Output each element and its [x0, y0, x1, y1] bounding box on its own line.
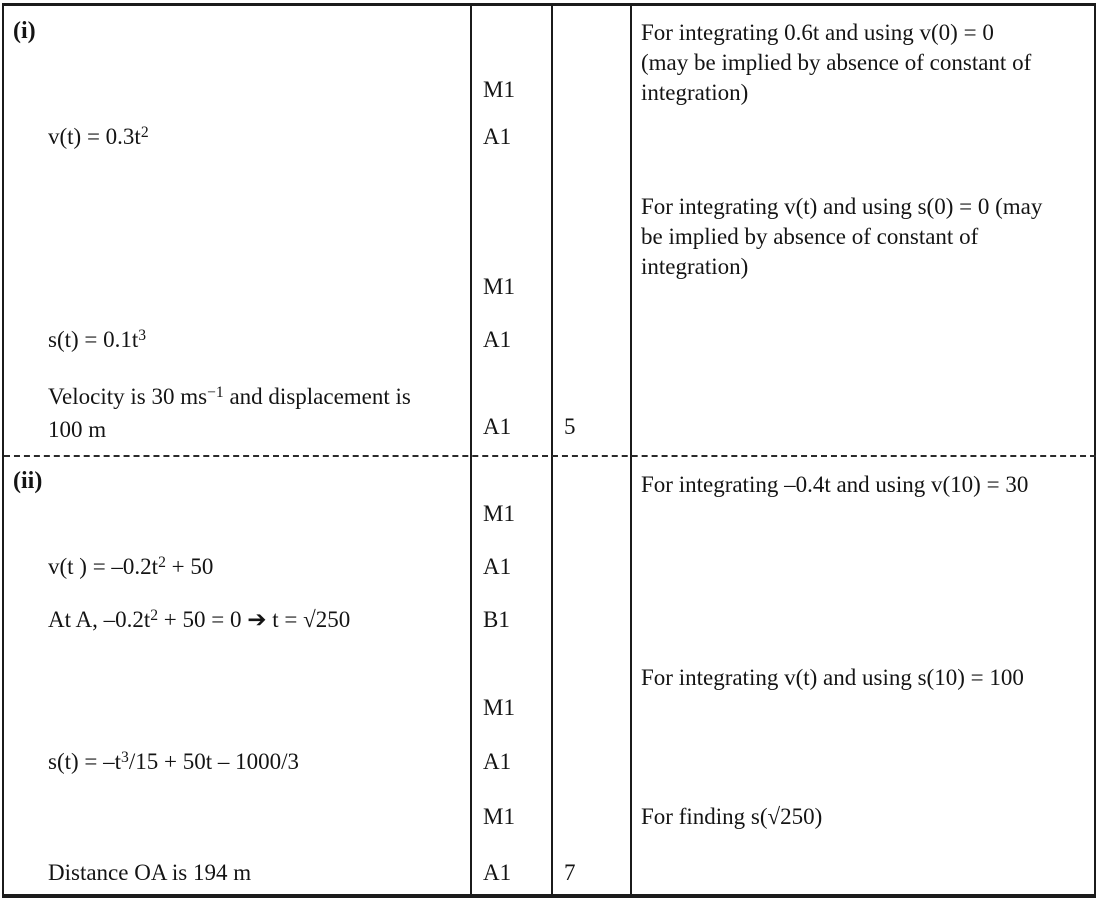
guidance-block: [641, 192, 1042, 282]
point-a-equation: At A, $-0.2t^2 + 50 = 0$ ➔ t = √250: [48, 607, 351, 633]
displacement-formula: $s(t) = -t^3/15 + 50t - 1000/3$: [48, 749, 299, 774]
mark-a1: A1: [483, 554, 512, 579]
velocity-formula: v(t ) = $-0.2t^2 + 50$: [48, 554, 214, 579]
part-ii-label: (ii): [13, 468, 43, 494]
conclusion-text: [48, 382, 411, 445]
guidance-line: For integrating v(t) and using s(10) = 100: [641, 665, 1024, 690]
mark-b1: B1: [483, 607, 510, 632]
conclusion-line: 100 m: [48, 417, 107, 442]
mark-m1: M1: [483, 77, 515, 102]
guidance-line: For integrating 0.6t and using v(0) = 0: [641, 20, 994, 45]
part-i-label: (i): [13, 18, 36, 44]
part-i-total-marks: 5: [564, 414, 576, 439]
conclusion-line: Velocity is 30 $ms^{-1}$ and displacement is: [48, 384, 411, 409]
guidance-line: For finding s(√250): [641, 804, 823, 829]
mark-a1: A1: [483, 124, 512, 149]
mark-m1: M1: [483, 695, 515, 720]
column-divider-guidance: [630, 5, 632, 896]
mark-a1: A1: [483, 860, 512, 885]
guidance-line: For integrating –0.4t and using v(10) = 30: [641, 472, 1029, 497]
mark-m1: M1: [483, 804, 515, 829]
mark-m1: M1: [483, 274, 515, 299]
guidance-line: (may be implied by absence of constant of: [641, 50, 1032, 75]
conclusion-text: Distance OA is 194 m: [48, 860, 252, 885]
mark-a1: A1: [483, 327, 512, 352]
mark-a1: A1: [483, 749, 512, 774]
velocity-formula: $v(t) = 0.3t^2$: [48, 124, 149, 149]
displacement-formula: $s(t) = 0.1t^3$: [48, 327, 147, 352]
column-divider-total: [551, 5, 553, 896]
guidance-block: [641, 18, 1031, 108]
part-divider-dashed-line: [4, 455, 1096, 457]
guidance-line: For integrating v(t) and using s(0) = 0 (may: [641, 194, 1043, 219]
column-divider-marks: [470, 5, 472, 896]
mark-m1: M1: [483, 501, 515, 526]
guidance-line: be implied by absence of constant of: [641, 224, 979, 249]
guidance-line: integration): [641, 254, 749, 279]
guidance-line: integration): [641, 80, 749, 105]
part-ii-total-marks: 7: [564, 860, 576, 885]
mark-a1: A1: [483, 414, 512, 439]
